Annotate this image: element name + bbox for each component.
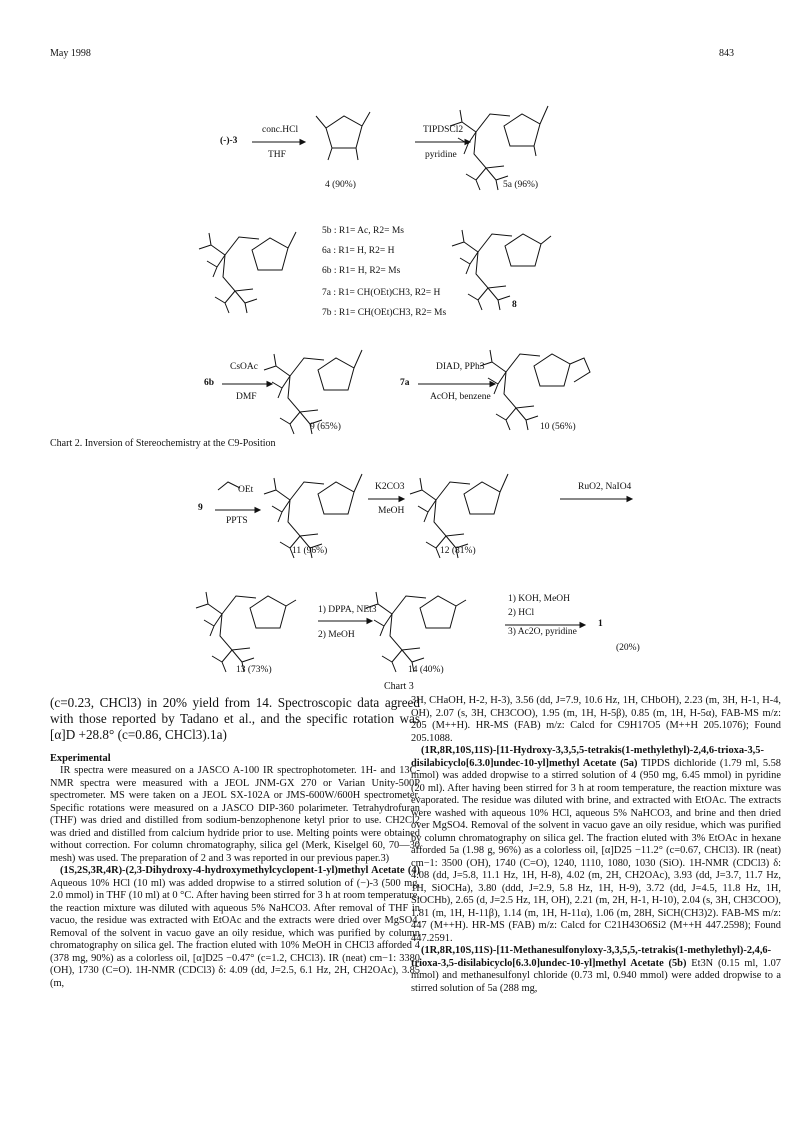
right-text-column: [411, 695, 781, 995]
scheme-reagent: TIPDSCl2: [423, 125, 464, 135]
scheme-reagent: pyridine: [425, 150, 457, 160]
scheme-reagent: 2) HCl: [508, 608, 535, 618]
scheme-reagent: PPTS: [226, 516, 248, 526]
body-paragraph: IR spectra were measured on a JASCO A-100 IR spectrophotometer. 1H- and 13C-NMR spectra were measured with a JEOL JNM-GX 270 or Varian Unity-500P spectrometer. MS were taken on a JEOL SX-102A or JMS-600W/600H spectrometer. Specific rotations were measured on a JASCO DIP-360 polarimeter. Tetrahydrofuran (THF) was dried and distilled from sodium-benzophenone ketyl prior to use. CH2Cl2 was dried and distilled from calcium hydride prior to use. Melting points were obtained without correction. For column chromatography, silica gel (Merk, Kiselgel 60, 70—30 mesh) was used. The preparation of 2 and 3 was reported in our previous paper.3): [50, 765, 420, 864]
left-text-column: [50, 695, 420, 990]
scheme-compound-label: 14 (40%): [408, 665, 444, 675]
scheme-compound-label: 4 (90%): [325, 180, 356, 190]
scheme-reagent: DMF: [236, 392, 257, 402]
scheme-start-compound: (-)-3: [220, 136, 238, 146]
procedure-text: TIPDS dichloride (1.79 ml, 5.58 mmol) was added dropwise to a stirred solution of 4 (950 mg, 6.45 mmol) in pyridine (20 ml). After having been stirred for 3 h at room temperature, the reaction mixture was evaporated. The residue was diluted with brine, and extracted with EtOAc. The extracts were washed with aqueous 10% HCl, aqueous 5% NaHCO3, and brine and then dried over MgSO4. Removal of the solvent in vacuo gave an oily residue, which was purified by column chromatography on silica gel. The fraction eluted with 3% EtOAc in hexane afforded 5a (1.98 g, 96%) as a colorless oil, [α]D25 −11.2° (c=0.67, CHCl3). IR (neat) cm−1: 3500 (OH), 1740 (C=O), 1240, 1110, 1080, 1030 (SiO). 1H-NMR (CDCl3) δ: 4.08 (dd, J=5.8, 11.1 Hz, 1H, H-8), 4.02 (m, 2H, CH2OAc), 3.93 (dd, J=3.7, 11.7 Hz, 1H, SiOCHa), 3.80 (ddd, J=2.9, 5.8 Hz, 1H, H-9), 3.72 (dd, J=4.5, 11.8 Hz, 1H, SiOCHb), 2.65 (d, J=2.5 Hz, 1H, OH), 2.21 (m, 2H, H-1, H-10), 2.04 (s, 3H, CH3COO), 1.81 (m, 1H, H-11β), 1.14 (m, 1H, H-11α), 1.06 (m, 28H, SiCH(CH3)2). FAB-MS m/z: 447 (M++H). HR-MS (FAB) m/z: Calcd for C21H43O6Si2 (M++H 447.2598); Found 447.2591.: [411, 757, 781, 944]
scheme-compound-label: 13 (73%): [236, 665, 272, 675]
scheme-compound-label: 10 (56%): [540, 422, 576, 432]
compound-5b-procedure: [411, 945, 781, 995]
definition-7a: 7a : R1= CH(OEt)CH3, R2= H: [322, 288, 441, 298]
scheme-compound-label: 9: [198, 503, 203, 513]
section-heading-experimental: Experimental: [50, 753, 111, 764]
scheme-compound-label: 12 (81%): [440, 546, 476, 556]
scheme-compound-label: 5a (96%): [503, 180, 539, 190]
scheme-product-yield: (20%): [616, 643, 640, 653]
procedure-text: Et3N (0.15 ml, 1.07 mmol) and methanesulfonyl chloride (0.73 ml, 0.940 mmol) were added dropwise to a stirred solution of 5a (288 mg,: [411, 957, 781, 994]
scheme-compound-label: 11 (96%): [292, 546, 328, 556]
scheme-product-label: 1: [598, 619, 603, 629]
compound-title: (1S,2S,3R,4R)-(2,3-Dihydroxy-4-hydroxymethylcyclopent-1-yl)methyl Acetate (4): [60, 865, 420, 876]
scheme-reagent: THF: [268, 150, 286, 160]
compound-4-procedure: [50, 865, 420, 990]
scheme-compound-label: 6b: [204, 378, 215, 388]
scheme-reagent: OEt: [238, 485, 254, 495]
scheme-reagent: AcOH, benzene: [430, 392, 491, 402]
scheme-reagent: 2) MeOH: [318, 630, 355, 640]
compound-title: (1R,8R,10S,11S)-[11-Hydroxy-3,3,5,5-tetrakis(1-methylethyl)-2,4,6-trioxa-3,5-disilabicyclo[6.3.0]undec-10-yl]methyl Acetate (5a): [411, 745, 764, 769]
definition-7b: 7b : R1= CH(OEt)CH3, R2= Ms: [322, 308, 447, 318]
scheme-reagent: 1) KOH, MeOH: [508, 594, 571, 604]
scheme-compound-label: 8: [512, 300, 517, 310]
scheme-reagent: CsOAc: [230, 362, 258, 372]
scheme-reagent: 1) DPPA, NEt3: [318, 605, 377, 615]
procedure-text: Aqueous 10% HCl (10 ml) was added dropwise to a stirred solution of (−)-3 (500 mg, 2.0 mmol) in THF (10 ml) at 0 °C. After having been stirred for 3 h at room temperature, the reaction mixture was diluted with aqueous 5% NaHCO3. After removal of THF in vacuo, the residue was extracted with EtOAc and the extracts were dried over MgSO4. Removal of the solvent in vacuo gave an oily residue, which was purified by column chromatography on silica gel. The fraction eluted with 10% MeOH in CHCl3 afforded 4 (378 mg, 90%) as a colorless oil, [α]D25 −0.47° (c=1.2, CHCl3). IR (neat) cm−1: 3380 (OH), 1730 (C=O). 1H-NMR (CDCl3) δ: 4.09 (dd, J=2.5, 6.1 Hz, 2H, CH2OAc), 3.85 (m,: [50, 877, 420, 989]
scheme-compound-label: 9 (65%): [310, 422, 341, 432]
scheme-reagent: 3) Ac2O, pyridine: [508, 627, 577, 637]
page-number: 843: [719, 48, 734, 59]
compound-title: (1R,8R,10S,11S)-[11-Methanesulfonyloxy-3,3,5,5,-tetrakis(1-methylethyl)-2,4,6-trioxa-3,5-disilabicyclo[6.3.0]undec-10-yl]methyl Acetate (5b): [411, 945, 772, 969]
scheme-reagent: K2CO3: [375, 482, 405, 492]
compound-5a-procedure: [411, 745, 781, 945]
scheme-reagent: conc.HCl: [262, 125, 299, 135]
body-paragraph: 3H, CHaOH, H-2, H-3), 3.56 (dd, J=7.9, 10.6 Hz, 1H, CHbOH), 2.23 (m, 3H, H-1, H-4, OH), 2.07 (s, 3H, CH3COO), 1.95 (m, 1H, H-5β), 0.85 (m, 1H, H-5α), FAB-MS m/z: 205 (M++H). HR-MS (FAB) m/z: Calcd for C9H17O5 (M++H 205.1076); Found 205.1088.: [411, 695, 781, 744]
scheme-reagent: MeOH: [378, 506, 405, 516]
lead-paragraph: (c=0.23, CHCl3) in 20% yield from 14. Spectroscopic data agreed with those reported by Tadano et al., and the specific rotation was [α]D +28.8° (c=0.86, CHCl3).1a): [50, 695, 420, 742]
definition-6b: 6b : R1= H, R2= Ms: [322, 266, 401, 276]
scheme-reagent: DIAD, PPh3: [436, 362, 485, 372]
definition-5b: 5b : R1= Ac, R2= Ms: [322, 226, 404, 236]
scheme-reagent: RuO2, NaIO4: [578, 482, 632, 492]
running-header-date: May 1998: [50, 48, 91, 59]
definition-6a: 6a : R1= H, R2= H: [322, 246, 395, 256]
chart-3-caption: Chart 3: [384, 681, 414, 692]
chart-2-caption: Chart 2. Inversion of Stereochemistry at the C9-Position: [50, 438, 276, 449]
scheme-compound-label: 7a: [400, 378, 410, 388]
